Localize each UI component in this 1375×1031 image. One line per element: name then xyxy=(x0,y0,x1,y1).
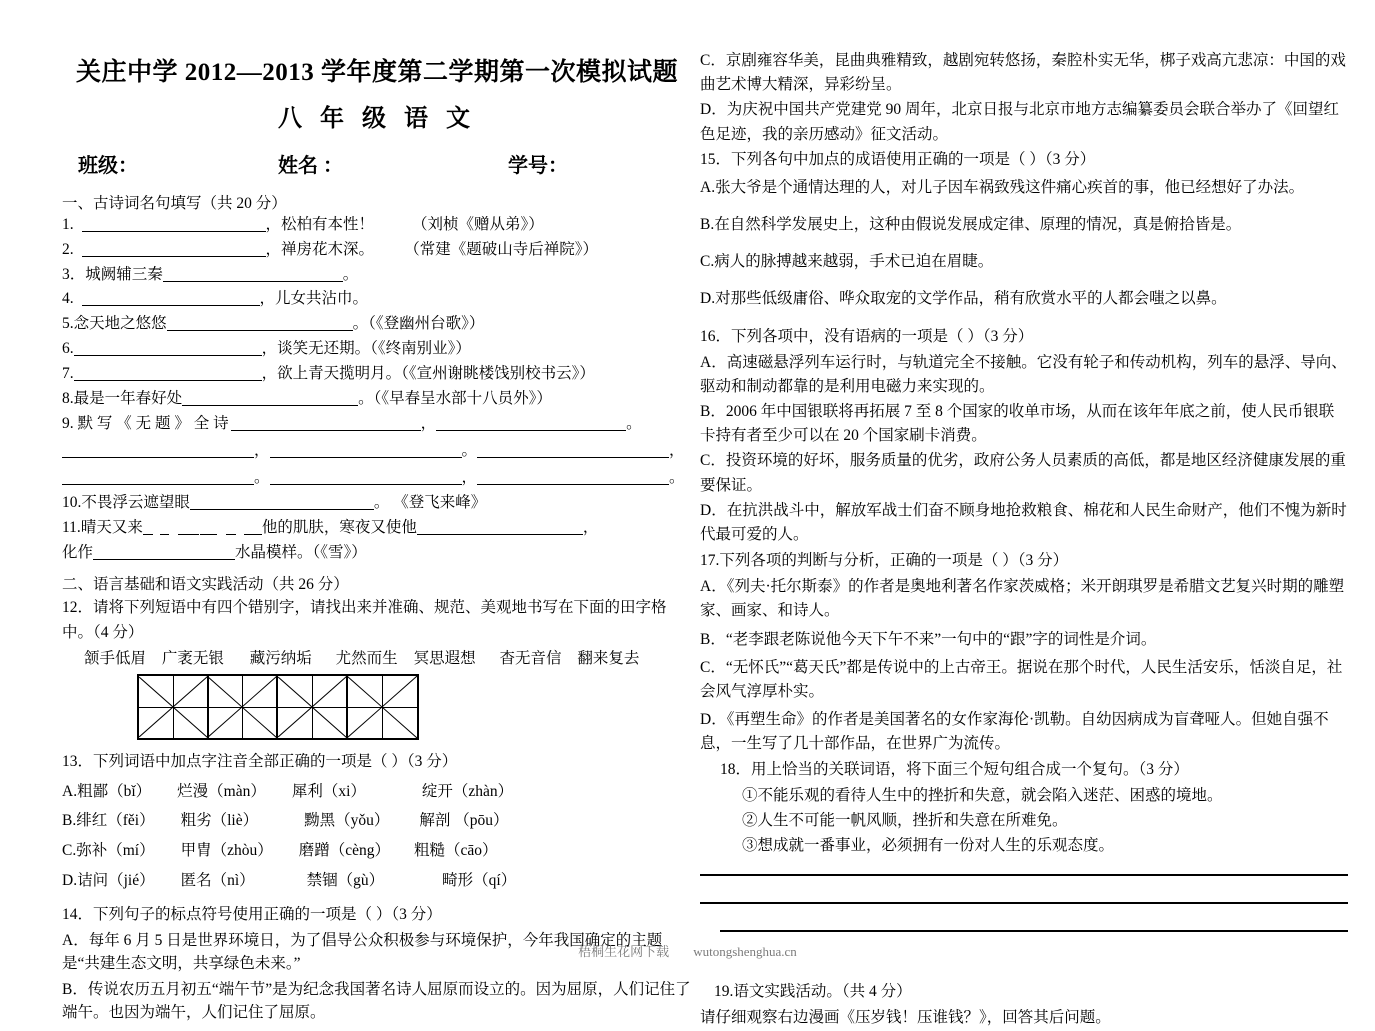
answer-line[interactable] xyxy=(700,902,1348,930)
option-a-item-3: 犀利（xi） xyxy=(291,782,366,800)
question-13-option-b xyxy=(62,809,692,833)
question-12-phrases xyxy=(84,647,692,671)
question-6 xyxy=(62,337,692,362)
question-14-stem: 14．下列句子的标点符号使用正确的一项是（ ）（3 分） xyxy=(62,906,442,924)
question-9: 9. 默 写 《 无 题 》 全 诗 ， 。 xyxy=(62,415,642,433)
option-b-item-1: 绯红（fěi） xyxy=(76,812,155,830)
option-c-item-2: 甲胄（zhòu） xyxy=(180,842,273,860)
question-16-option-a: A．高速磁悬浮列车运行时，与轨道完全不接触。它没有轮子和传动机构，列车的悬浮、导向、驱动和制动都靠的是利用电磁力来实现的。 xyxy=(700,353,1347,395)
q11-blank-seg2[interactable] xyxy=(160,519,169,535)
student-info-row xyxy=(62,149,692,178)
q10-post: 。 《登飞来峰》 xyxy=(373,494,487,512)
question-2 xyxy=(62,238,692,263)
tianzige-cell[interactable] xyxy=(348,676,418,738)
q2-num: 2. xyxy=(62,240,74,258)
question-15-option-c: C.病人的脉搏越来越弱，手术已迫在眉睫。 xyxy=(700,253,994,271)
question-10 xyxy=(62,491,692,516)
q11-num: 11. xyxy=(62,519,81,537)
question-16-option-c: C．投资环境的好坏，服务质量的优劣，政府公务人员素质的高低，都是地区经济健康发展的重要保证。 xyxy=(700,452,1346,494)
question-16-option-d: D．在抗洪战斗中，解放军战士们奋不顾身地抢救粮食、棉花和人民生命财产，他们不愧为新时代最可爱的人。 xyxy=(700,501,1347,543)
q3-num: 3． xyxy=(62,265,86,283)
q2-post: ，禅房花木深。 xyxy=(265,240,375,258)
question-9-line2: ， 。 ， xyxy=(62,438,692,465)
q9-blank-7[interactable] xyxy=(270,469,462,485)
option-a-item-1: 粗鄙（bǐ） xyxy=(77,782,152,800)
question-15-option-d: D.对那些低级庸俗、哗众取宠的文学作品，稍有欣赏水平的人都会嗤之以鼻。 xyxy=(700,290,1227,308)
q11-pre: 晴天又来 xyxy=(80,519,143,537)
question-17-option-d: D．《再塑生命》的作者是美国著名的女作家海伦·凯勒。自幼因病成为盲聋哑人。但她自强不息，一生写了几十部作品，在世界广为流传。 xyxy=(700,711,1329,753)
option-c-item-1: 弥补（mí） xyxy=(76,842,155,860)
q5-pre: 念天地之悠悠 xyxy=(73,315,167,333)
question-16-stem: 16．下列各项中，没有语病的一项是（ ）（3 分） xyxy=(700,327,1034,345)
question-14-option-d: D．为庆祝中国共产党建党 90 周年，北京日报与北京市地方志编纂委员会联合举办了《回望红色足迹，我的亲历感动》征文活动。 xyxy=(700,101,1339,143)
q11-mid: 他的肌肤，寒夜又使他 xyxy=(261,519,417,537)
q11-blank-c[interactable] xyxy=(93,544,235,560)
question-17-option-a: A．《列夫·托尔斯泰》的作者是奥地利著名作家茨威格；米开朗琪罗是希腊文艺复兴时期的雕塑家、画家、和诗人。 xyxy=(700,578,1345,620)
question-12-stem-line2: 中。（4 分） xyxy=(62,624,144,642)
q11-blank-b[interactable] xyxy=(417,519,583,535)
q8-post: 。（《早春呈水部十八员外》） xyxy=(358,389,552,407)
question-19-stem: 19.语文实践活动。（共 4 分） xyxy=(714,983,912,1001)
option-b-item-3: 黝黑（yǒu） xyxy=(304,812,390,830)
page-title: 关庄中学 2012—2013 学年度第二学期第一次模拟试题 xyxy=(75,59,678,86)
tianzige-cell[interactable] xyxy=(139,676,209,738)
tianzige-cell[interactable] xyxy=(278,676,348,738)
option-d-item-4: 畸形（qí） xyxy=(442,871,517,889)
q11-blank-seg6[interactable] xyxy=(244,519,262,535)
q1-source: （刘桢《赠从弟》） xyxy=(412,216,544,233)
question-18-clause-1: ①不能乐观的看待人生中的挫折和失意，就会陷入迷茫、困惑的境地。 xyxy=(742,786,1223,804)
q10-blank[interactable] xyxy=(190,494,374,510)
question-19-detail: 请仔细观察右边漫画《压岁钱！压谁钱？》，回答其后问题。 xyxy=(700,1009,1111,1027)
option-b-item-4: 解剖 （pōu） xyxy=(419,812,509,830)
footer-site: wutongshenghua.cn xyxy=(693,944,797,959)
right-column xyxy=(700,0,1348,1031)
q9-blank-3[interactable] xyxy=(62,442,254,458)
q3-pre: 城阙辅三秦 xyxy=(85,265,163,283)
phrase-1: 颔手低眉 xyxy=(84,649,147,667)
q3-blank[interactable] xyxy=(163,266,343,282)
question-13-stem: 13．下列词语中加点字注音全部正确的一项是（ ）（3 分） xyxy=(62,753,458,771)
question-1 xyxy=(62,213,692,238)
q11-line2-post: 水晶模样。（《雪》） xyxy=(235,543,367,561)
q7-num: 7. xyxy=(62,364,74,382)
footer-watermark xyxy=(0,941,1375,960)
q8-blank[interactable] xyxy=(182,390,358,406)
left-column xyxy=(62,0,692,1025)
question-14-option-a: A．每年 6 月 5 日是世界环境日，为了倡导公众积极参与环境保护，今年我国确定的主题是“共建生态文明，共享绿色未来。” xyxy=(62,931,663,973)
phrase-6: 杳无音信 xyxy=(499,649,562,667)
answer-line[interactable] xyxy=(700,874,1348,902)
q1-num: 1. xyxy=(62,216,74,233)
footer-source: 梧桐生花网下载 xyxy=(578,944,670,959)
question-5 xyxy=(62,312,692,337)
phrase-3: 藏污纳垢 xyxy=(249,649,312,667)
q4-post: ，儿女共沾巾。 xyxy=(259,290,369,308)
question-18-clause-3: ③想成就一番事业，必须拥有一份对人生的乐观态度。 xyxy=(742,836,1115,854)
q11-tail: ， xyxy=(582,519,599,537)
question-13-option-a xyxy=(62,780,692,804)
q2-blank[interactable] xyxy=(82,241,266,257)
q8-num: 8. xyxy=(62,389,74,407)
q9-blank-5[interactable] xyxy=(477,442,669,458)
question-15-stem: 15．下列各句中加点的成语使用正确的一项是（ ）（3 分） xyxy=(700,150,1096,168)
question-15-option-b: B.在自然科学发展史上，这种由假说发展成定律、原理的情况，真是俯拾皆是。 xyxy=(700,216,1242,234)
option-b-item-2: 粗劣（liè） xyxy=(180,812,259,830)
q8-pre: 最是一年春好处 xyxy=(73,389,183,407)
q6-num: 6. xyxy=(62,339,74,357)
q9-label: 9. 默 写 《 无 题 》 全 诗 xyxy=(62,415,229,433)
option-d-item-3: 禁锢（gù） xyxy=(306,871,385,889)
section-1-heading: 一、古诗词名句填写（共 20 分） xyxy=(62,195,287,212)
option-a-item-4: 绽开（zhàn） xyxy=(421,782,514,800)
option-c-item-3: 磨蹭（cèng） xyxy=(298,842,390,860)
option-c-label: C. xyxy=(62,842,77,860)
option-a-label: A. xyxy=(62,782,78,800)
q10-pre: 不畏浮云遮望眼 xyxy=(81,494,190,512)
option-a-item-2: 烂漫（màn） xyxy=(177,782,266,800)
phrase-2: 广袤无银 xyxy=(161,649,224,667)
q9-blank-2[interactable] xyxy=(436,415,626,431)
question-18-stem: 18．用上恰当的关联词语，将下面三个短句组合成一个复句。（3 分） xyxy=(720,761,1189,779)
page-subtitle: 八 年 级 语 文 xyxy=(278,106,476,132)
q11-blank-seg1[interactable] xyxy=(143,519,153,535)
phrase-4: 尤然而生 xyxy=(335,649,398,667)
q6-blank[interactable] xyxy=(74,340,262,356)
student-id-label: 学号： xyxy=(508,155,568,177)
option-c-item-4: 粗糙（cāo） xyxy=(414,842,498,860)
q11-blank-seg5[interactable] xyxy=(226,519,236,535)
question-17-stem: 17.下列各项的判断与分析，正确的一项是（ ）（3 分） xyxy=(700,552,1069,570)
question-9-line3: 。 ， 。 xyxy=(62,465,692,492)
q5-num: 5. xyxy=(62,315,74,333)
question-17-option-b: B．“老李跟老陈说他今天下午不来”一句中的“跟”字的词性是介词。 xyxy=(700,630,1157,648)
q11-blank-seg4[interactable] xyxy=(200,519,217,535)
option-d-item-1: 诘问（jié） xyxy=(77,871,155,889)
question-12-stem-line1: 12．请将下列短语中有四个错别字，请找出来并准确、规范、美观地书写在下面的田字格 xyxy=(62,598,667,616)
q9-blank-1[interactable] xyxy=(231,415,421,431)
question-17-option-c: C．“无怀氏”“葛天氏”都是传说中的上古帝王。据说在那个时代，人民生活安乐，恬淡自足，社会风气淳厚朴实。 xyxy=(700,658,1343,700)
question-11 xyxy=(62,516,692,541)
q9-blank-8[interactable] xyxy=(477,469,669,485)
option-b-label: B. xyxy=(62,812,77,830)
question-16-option-b: B．2006 年中国银联将再拓展 7 至 8 个国家的收单市场，从而在该年年底之前，使人民币银联卡持有者至少可以在 20 个国家刷卡消费。 xyxy=(700,403,1335,445)
question-13-option-d xyxy=(62,869,692,893)
q11-blank-seg3[interactable] xyxy=(178,519,199,535)
question-13-option-c xyxy=(62,839,692,863)
question-14-option-c: C．京剧雍容华美，昆曲典雅精致，越剧宛转悠扬，秦腔朴实无华，梆子戏高亢悲凉：中国的戏曲艺术博大精深，异彩纷呈。 xyxy=(700,52,1346,94)
section-2-heading: 二、语言基础和语文实践活动（共 26 分） xyxy=(62,575,349,593)
question-3 xyxy=(62,263,692,288)
option-d-label: D. xyxy=(62,871,78,889)
question-7 xyxy=(62,362,692,387)
q1-post: ，松柏有本性！ xyxy=(265,216,375,233)
q9-blank-4[interactable] xyxy=(270,442,462,458)
tianzige-cell[interactable] xyxy=(209,676,279,738)
q2-source: （常建《题破山寺后禅院》） xyxy=(412,240,599,258)
question-8 xyxy=(62,387,692,412)
q5-blank[interactable] xyxy=(167,315,353,331)
name-label: 姓名 ： xyxy=(278,155,343,177)
q6-post: ，谈笑无还期。（《终南别业》） xyxy=(261,339,471,357)
q4-blank[interactable] xyxy=(82,290,260,306)
q7-post: ，欲上青天揽明月。（《宣州谢眺楼饯别校书云》） xyxy=(261,364,595,382)
q9-blank-6[interactable] xyxy=(62,469,254,485)
question-4 xyxy=(62,287,692,312)
question-15-option-a: A.张大爷是个通情达理的人，对儿子因车祸致残这件痛心疾首的事，他已经想好了办法。 xyxy=(700,178,1305,196)
q3-post: 。 xyxy=(342,265,359,283)
q1-blank[interactable] xyxy=(82,216,266,232)
q7-blank[interactable] xyxy=(74,365,262,381)
phrase-5: 冥思遐想 xyxy=(413,649,476,667)
q11-line2-pre: 化作 xyxy=(62,543,94,561)
q5-post: 。（《登幽州台歌》） xyxy=(352,315,485,333)
q10-num: 10. xyxy=(62,494,82,512)
question-14-option-b: B．传说农历五月初五“端午节”是为纪念我国著名诗人屈原而设立的。因为屈原，人们记住了端午。也因为端午，人们记住了屈原。 xyxy=(62,980,691,1022)
option-d-item-2: 匿名（nì） xyxy=(180,871,255,889)
tianzige-writing-grid[interactable] xyxy=(137,674,419,740)
q4-num: 4. xyxy=(62,290,74,308)
phrase-7: 翻来复去 xyxy=(577,649,640,667)
question-11-line2 xyxy=(62,541,692,566)
question-18-clause-2: ②人生不可能一帆风顺，挫折和失意在所难免。 xyxy=(742,811,1068,829)
class-label: 班级： xyxy=(78,155,138,177)
